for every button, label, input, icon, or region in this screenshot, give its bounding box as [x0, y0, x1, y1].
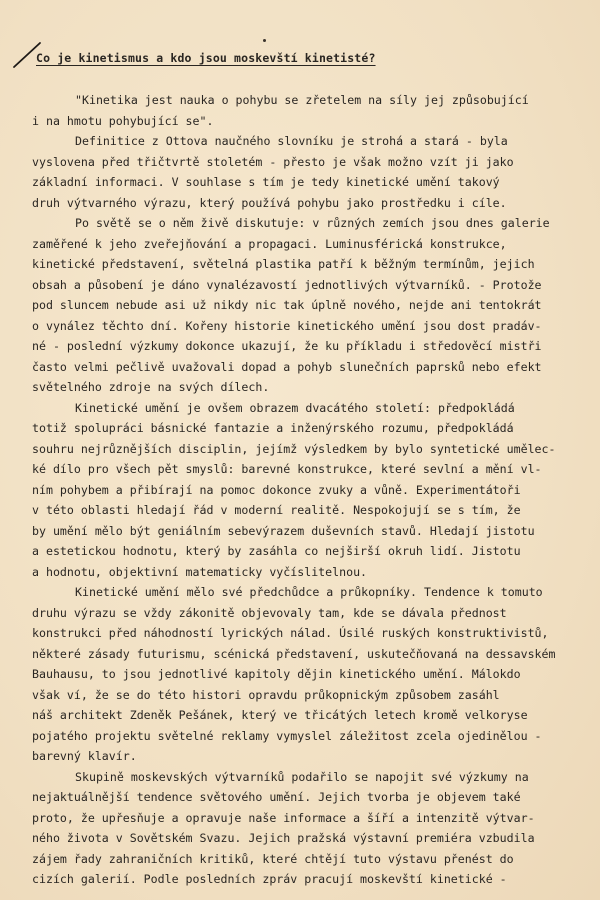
text-line: obsah a působení je dáno vynalézavostí jednotlivých výtvarníků. - Protože: [32, 277, 542, 292]
text-line: barevný klavír.: [32, 749, 137, 763]
text-line: "Kinetika jest nauka o pohybu se zřetelem na síly jej způsobující: [75, 93, 529, 107]
text-line: a estetickou hodnotu, který by zasáhla co nejširší okruh lidí. Jistotu: [32, 544, 521, 558]
punch-mark: [263, 39, 266, 42]
text-line: náš architekt Zdeněk Pešánek, který ve třicátých letech kromě velkoryse: [32, 708, 528, 722]
text-line: né - poslední výzkumy dokonce ukazují, že ku příkladu i středověcí mistři: [32, 339, 542, 353]
text-line: o vynález těchto dní. Kořeny historie kinetického umění jsou dost pradáv-: [32, 318, 542, 333]
text-line: zájem řady zahraničních kritiků, které chtějí tuto výstavu přenést do: [32, 851, 514, 866]
text-line: proto, že upřesňuje a opravuje naše informace a šíří a intenzitě výtvar-: [32, 810, 535, 825]
text-line: druhu výrazu se vždy zákonitě objevovaly tam, kde se dávala přednost: [32, 605, 507, 620]
text-line: Kinetické umění mělo své předchůdce a průkopníky. Tendence k tomuto: [75, 585, 543, 599]
text-line: však ví, že se do této histori opravdu průkopnickým způsobem zasáhl: [32, 687, 500, 702]
text-line: by umění mělo být geniálním sebevýrazem duševních stavů. Hledají jistotu: [32, 523, 535, 538]
text-line: pojatého projektu světelné reklamy vymyslel záležitost zcela ojedinělou -: [32, 728, 542, 743]
text-line: ké dílo pro všech pět smyslů: barevné konstrukce, které sevlní a mění vl-: [32, 462, 542, 476]
document-title: Co je kinetismus a kdo jsou moskevští kinetisté?: [36, 51, 376, 65]
text-line: zaměřené k jeho zveřejňování a propagaci. Luminusférická konstrukce,: [32, 236, 507, 251]
text-line: pod sluncem nebude asi už nikdy nic tak úplně nového, nejde ani tentokrát: [32, 298, 542, 312]
text-line: Skupině moskevských výtvarníků podařilo se napojit své výzkumy na: [75, 769, 529, 784]
text-line: ného života v Sovětském Svazu. Jejich pražská výstavní premiéra vzbudila: [32, 831, 535, 845]
text-line: vyslovena před třičtvrtě stoletém - přesto je však možno vzít ji jako: [32, 154, 514, 169]
text-line: ním pohybem a přibírají na pomoc dokonce zvuky a vůně. Experimentátoři: [32, 482, 521, 497]
text-line: některé zásady futurismu, scénická představení, uskutečňovaná na dessavském: [32, 646, 556, 661]
text-line: základní informaci. V souhlase s tím je tedy kinetické umění takový: [32, 175, 500, 189]
text-line: Bauhausu, to jsou jednotlivé kapitoly dějin kinetického umění. Málokdo: [32, 667, 521, 681]
text-line: často velmi pečlivě uvažovali dopad a pohyb slunečních paprsků nebo efekt: [32, 359, 542, 374]
text-line: cizích galerií. Podle posledních zpráv pracují moskevští kinetické -: [32, 872, 507, 886]
text-line: nejaktuálnější tendence světového umění. Jejich tvorba je objevem také: [32, 790, 521, 804]
text-line: světelného zdroje na svých dílech.: [32, 380, 270, 394]
text-line: Kinetické umění je ovšem obrazem dvacátého století: předpokládá: [75, 400, 515, 415]
text-line: souhru nejrůznějších disciplin, jejímž výsledkem by bylo syntetické umělec-: [32, 441, 556, 456]
text-line: Definitice z Ottova naučného slovníku je strohá a stará - byla: [75, 134, 508, 148]
text-line: v této oblasti hledají řád v moderní realitě. Nespokojují se s tím, že: [32, 503, 521, 517]
text-line: a hodnotu, objektivní matematicky vyčíslitelnou.: [32, 564, 368, 579]
text-line: totiž spolupráci básnické fantazie a inženýrského rozumu, předpokládá: [32, 421, 514, 435]
text-line: i na hmotu pohybující se".: [32, 113, 214, 128]
text-line: konstrukci před náhodností lyrických nálad. Úsilé ruských konstruktivistů,: [32, 626, 549, 640]
text-line: Po světě se o něm živě diskutuje: v různých zemích jsou dnes galerie: [75, 216, 550, 230]
text-line: kinetické představení, světelná plastika patří k běžným termínům, jejich: [32, 257, 535, 271]
text-line: druh výtvarného výrazu, který používá pohybu jako prostředku i cíle.: [32, 195, 507, 210]
